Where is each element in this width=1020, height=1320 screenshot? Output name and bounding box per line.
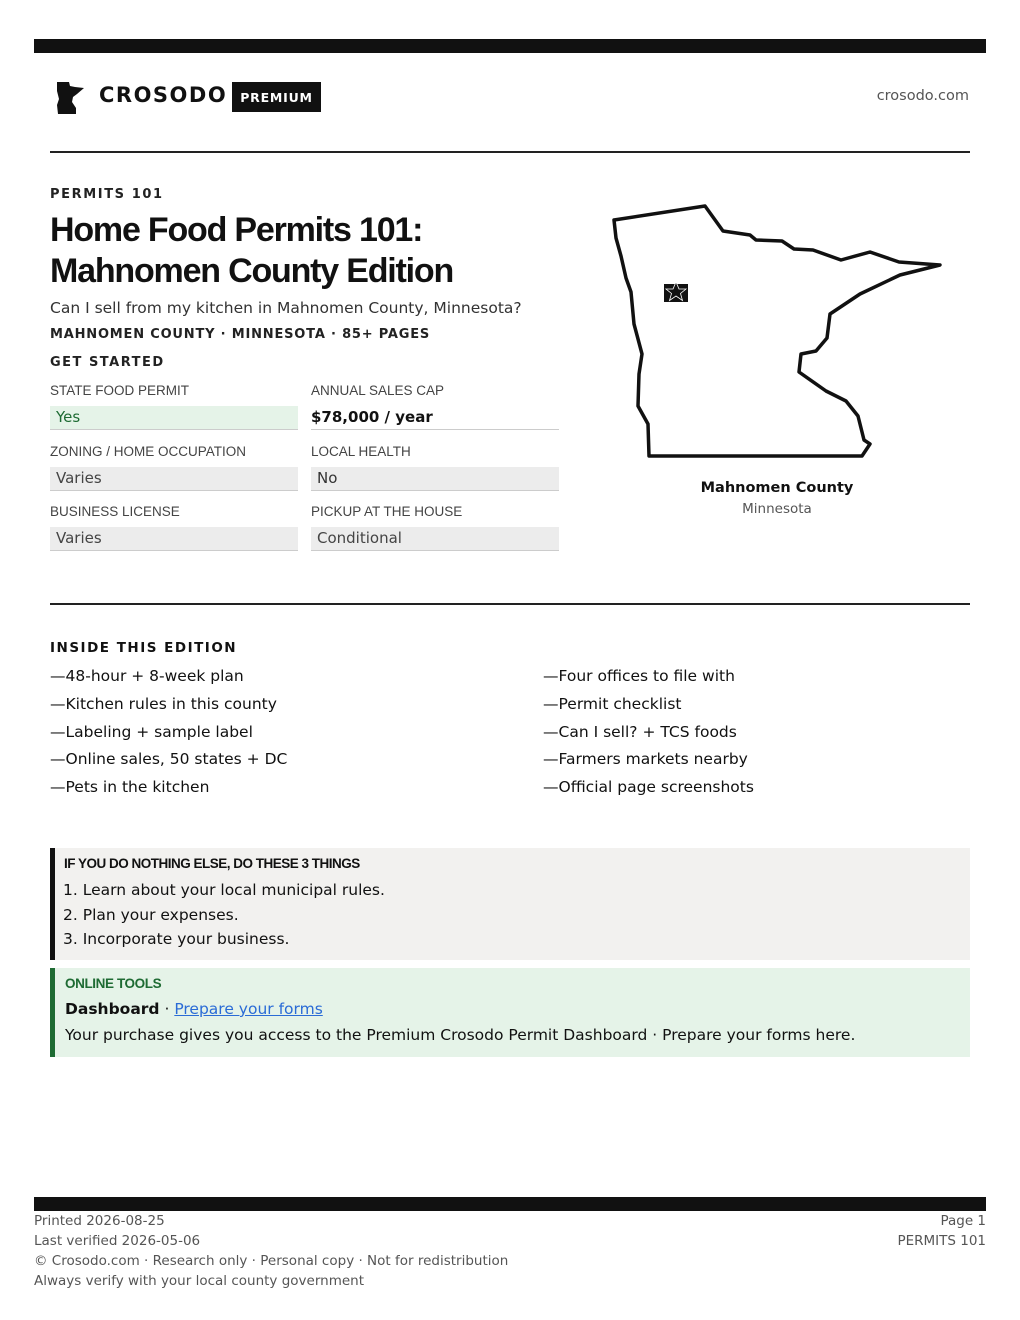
footer-section: PERMITS 101 [897,1233,986,1249]
toc-item: —Labeling + sample label [50,722,253,741]
toc-right-column [543,663,754,802]
toc-left-column [50,663,287,802]
fact-value: Conditional [311,527,559,551]
footer-right [897,1211,986,1251]
map-county-label: Mahnomen County [700,480,854,496]
title-line-1: Home Food Permits 101: [50,211,423,249]
fact-value: Varies [50,467,298,491]
verify-note: Always verify with your local county government [34,1273,364,1289]
tools-dashboard-line [65,1000,323,1018]
premium-badge: PREMIUM [232,82,321,112]
brand-name: CROSODO [99,83,228,107]
page-number: Page 1 [940,1213,986,1229]
fact-value: Varies [50,527,298,551]
callout-list [63,878,385,952]
fact-value: Yes [50,406,298,430]
online-tools-callout [50,968,970,1057]
fact-value: $78,000 / year [311,406,559,430]
callout-item: 1. Learn about your local municipal rules. [63,881,385,899]
page-subtitle: Can I sell from my kitchen in Mahnomen County, Minnesota? [50,299,522,317]
toc-item: —Online sales, 50 states + DC [50,750,288,769]
callout-accent-bar [50,848,55,960]
callout-heading: IF YOU DO NOTHING ELSE, DO THESE 3 THINGS [64,856,360,871]
fact-state-food-permit [50,383,298,430]
get-started-heading: GET STARTED [50,355,165,370]
toc-item: —48-hour + 8-week plan [50,667,244,685]
header-divider [50,151,970,153]
tools-accent-bar [50,968,55,1057]
section-eyebrow: PERMITS 101 [50,187,164,202]
title-line-2: Mahnomen County Edition [50,252,454,290]
edition-meta: MAHNOMEN COUNTY · MINNESOTA · 85+ PAGES [50,327,431,342]
top-bar [34,39,986,53]
toc-item: —Four offices to file with [543,667,735,685]
section-divider [50,603,970,605]
fact-label: ANNUAL SALES CAP [311,383,445,398]
fact-annual-sales-cap [311,383,559,430]
toc-item: —Permit checklist [543,694,682,713]
fact-label: BUSINESS LICENSE [50,504,180,519]
fact-label: ZONING / HOME OCCUPATION [50,444,247,459]
tools-description: Your purchase gives you access to the Premium Crosodo Permit Dashboard · Prepare your forms here. [65,1026,856,1044]
fact-zoning [50,444,298,491]
fact-label: STATE FOOD PERMIT [50,383,190,398]
site-url[interactable]: crosodo.com [876,88,969,104]
toc-item: —Farmers markets nearby [543,750,748,769]
fact-value: No [311,467,559,491]
fact-label: LOCAL HEALTH [311,444,411,459]
fact-label: PICKUP AT THE HOUSE [311,504,463,519]
minnesota-map [600,198,950,466]
toc-item: —Pets in the kitchen [50,778,210,797]
verified-date: Last verified 2026-05-06 [34,1233,201,1249]
toc-item: —Official page screenshots [543,778,754,797]
prepare-forms-link[interactable]: Prepare your forms [174,1000,323,1018]
toc-item: —Can I sell? + TCS foods [543,722,737,741]
page-title [50,210,590,292]
callout-item: 3. Incorporate your business. [63,930,290,948]
footer-left [34,1211,508,1291]
fact-local-health [311,444,559,491]
copyright-notice: © Crosodo.com · Research only · Personal copy · Not for redistribution [34,1253,509,1269]
dashboard-label: Dashboard [65,1000,160,1018]
tools-heading: ONLINE TOOLS [65,976,162,991]
inside-heading: INSIDE THIS EDITION [50,640,238,656]
toc-item: —Kitchen rules in this county [50,694,277,713]
printed-date: Printed 2026-08-25 [34,1213,165,1229]
fact-business-license [50,504,298,551]
top-three-callout [50,848,970,960]
callout-item: 2. Plan your expenses. [63,905,239,924]
bottom-bar [34,1197,986,1211]
map-state-label: Minnesota [742,501,812,517]
separator: · [159,1000,175,1018]
fact-pickup [311,504,559,551]
minnesota-logo-icon [55,81,85,115]
